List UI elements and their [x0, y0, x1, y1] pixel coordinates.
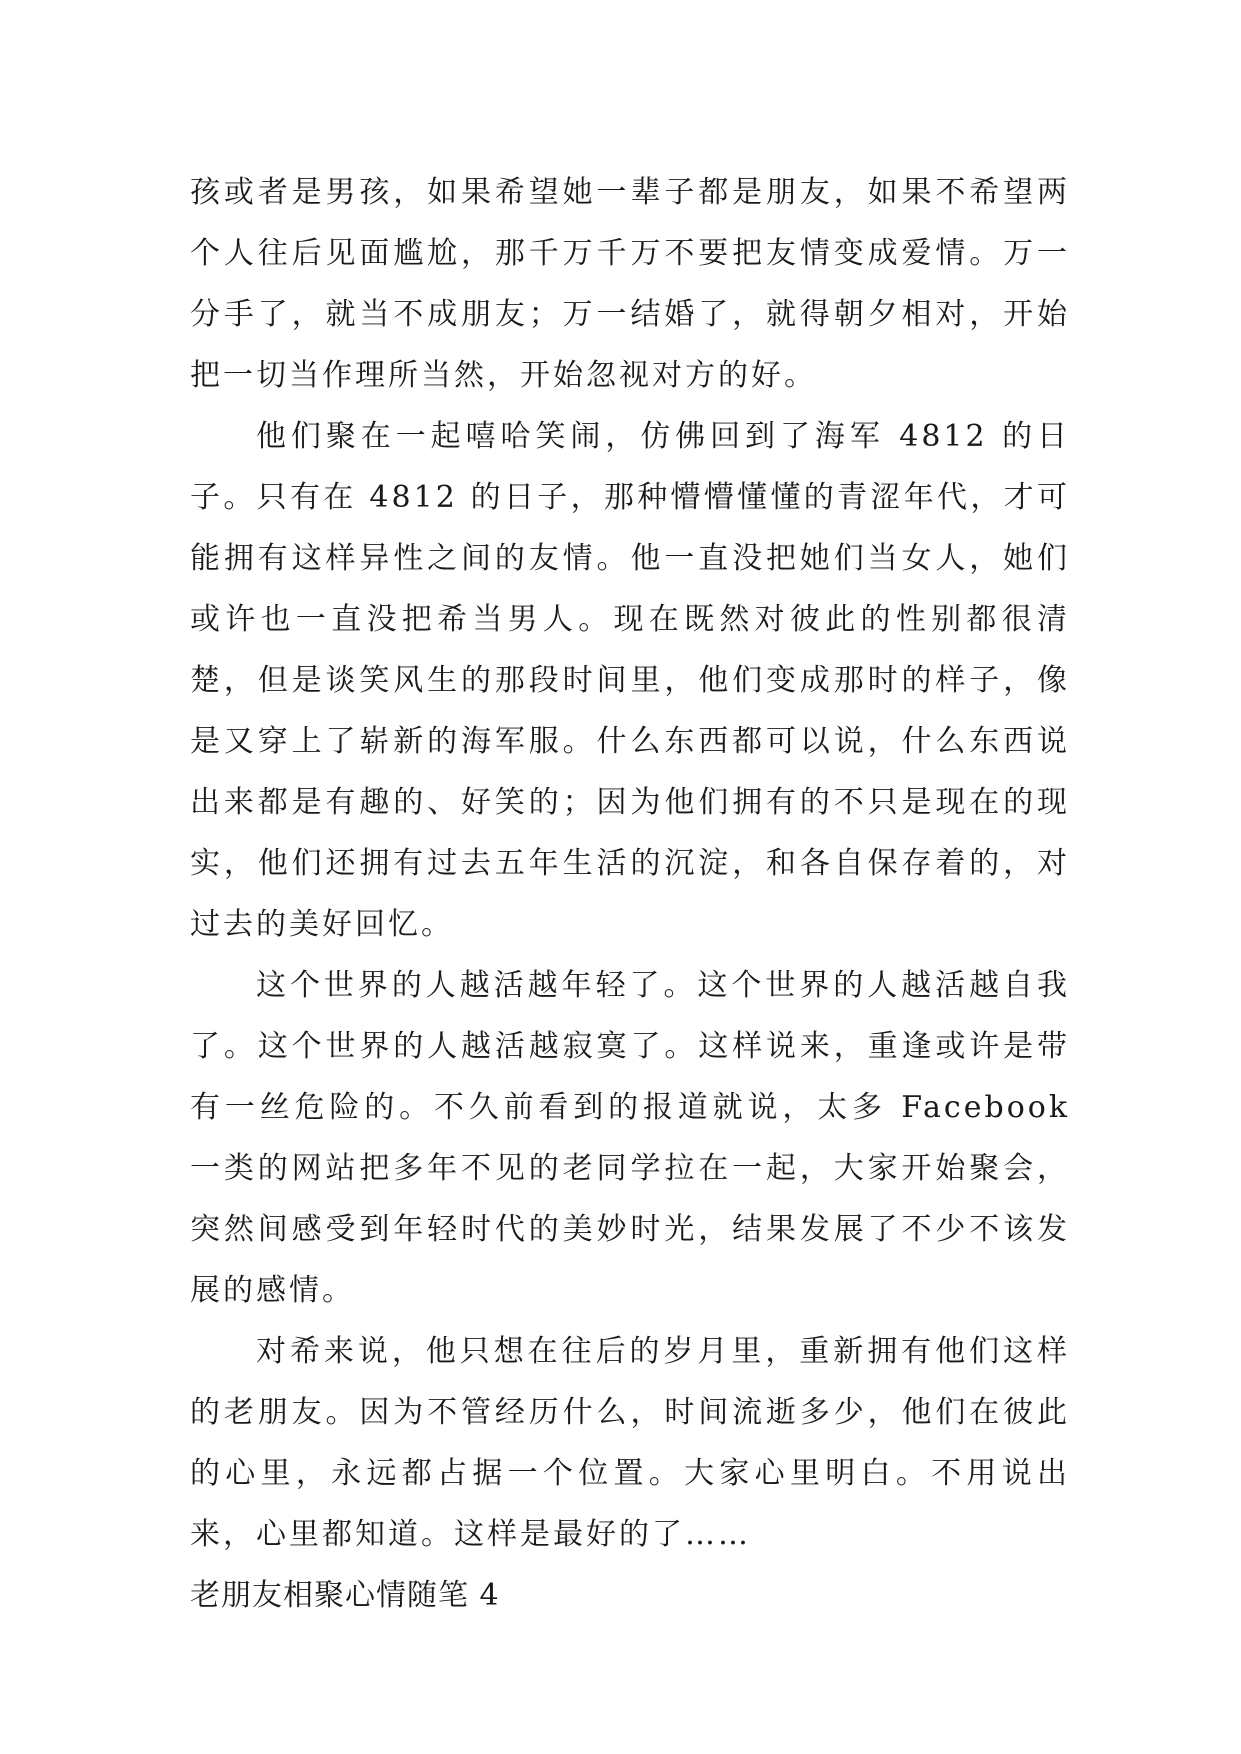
paragraph-3: 这个世界的人越活越年轻了。这个世界的人越活越自我了。这个世界的人越活越寂寞了。这样说来，重逢或许是带有一丝危险的。不久前看到的报道就说，太多 Facebook 一类的网站把多年不见的老同学拉在一起，大家开始聚会，突然间感受到年轻时代的美妙时光，结果发展了不少不该发展的感情。	[190, 968, 1070, 1308]
document-body	[190, 162, 1070, 1626]
paragraph-1: 孩或者是男孩，如果希望她一辈子都是朋友，如果不希望两个人往后见面尴尬，那千万千万不要把友情变成爱情。万一分手了，就当不成朋友；万一结婚了，就得朝夕相对，开始把一切当作理所当然，开始忽视对方的好。	[190, 175, 1070, 393]
section-heading: 老朋友相聚心情随笔 4	[190, 1578, 500, 1613]
paragraph-4: 对希来说，他只想在往后的岁月里，重新拥有他们这样的老朋友。因为不管经历什么，时间流逝多少，他们在彼此的心里，永远都占据一个位置。大家心里明白。不用说出来，心里都知道。这样是最好的了……	[190, 1334, 1070, 1552]
paragraph-2: 他们聚在一起嘻哈笑闹，仿佛回到了海军 4812 的日子。只有在 4812 的日子，那种懵懵懂懂的青涩年代，才可能拥有这样异性之间的友情。他一直没把她们当女人，她们或许也一直没把希当男人。现在既然对彼此的性别都很清楚，但是谈笑风生的那段时间里，他们变成那时的样子，像是又穿上了崭新的海军服。什么东西都可以说，什么东西说出来都是有趣的、好笑的；因为他们拥有的不只是现在的现实，他们还拥有过去五年生活的沉淀，和各自保存着的，对过去的美好回忆。	[190, 419, 1070, 942]
